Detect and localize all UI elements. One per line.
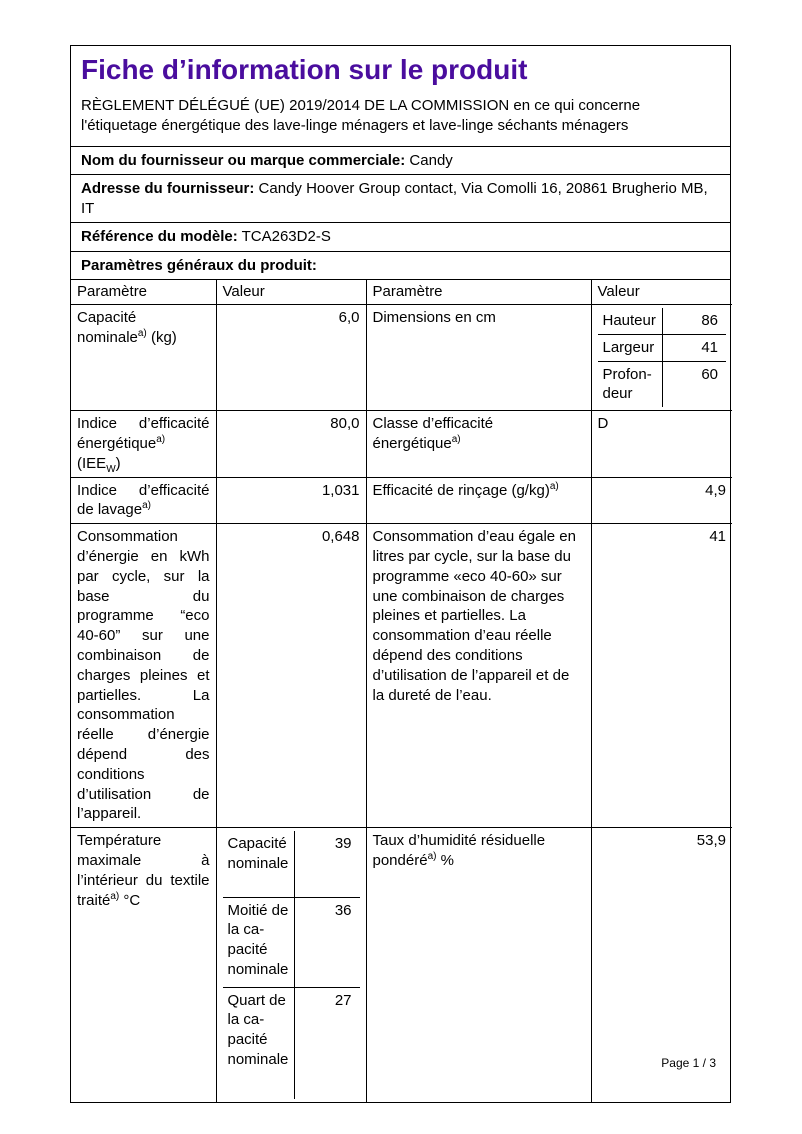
temperature-quarter-value: 27 (295, 987, 360, 1099)
header-section (71, 46, 730, 146)
capacity-label-cell (71, 304, 216, 410)
energy-consumption-text-cell: Consommation d’énergie en kWh par cycle, sur la base du programme “eco 40-60” sur une combinaison de charges pleines et partielles. La consommation réelle d’énergie dépend des conditions d’utilisation de l’appareil. (71, 524, 216, 828)
table-header-row (71, 280, 732, 304)
dimension-profondeur-label: Profondeur (598, 361, 663, 407)
energy-class-label-cell (366, 411, 591, 477)
washing-index-value: 1,031 (216, 477, 366, 524)
capacity-label: Capacité nominale (77, 308, 138, 346)
energy-class-label: Classe d’efficacité énergétique (372, 415, 494, 452)
dimensions-subtable (598, 308, 727, 407)
model-reference-label: Référence du modèle: (81, 228, 238, 246)
page-number: Page 1 / 3 (661, 1056, 716, 1070)
footnote-a-ref: a) (549, 480, 559, 492)
dimension-profondeur-value: 60 (663, 361, 727, 407)
energy-class-value: D (591, 411, 732, 477)
col-header-parametre-left: Paramètre (71, 280, 216, 304)
row-capacity (71, 304, 732, 410)
row-max-temperature (71, 828, 732, 1103)
temperature-subtable-cell (216, 828, 366, 1103)
temperature-subtable (223, 831, 360, 1099)
page-title: Fiche d’information sur le produit (81, 54, 528, 85)
model-reference-row (71, 222, 730, 251)
footnote-a-ref: a) (110, 890, 120, 902)
eei-symbol-post: ) (115, 454, 121, 472)
row-energy-consumption (71, 524, 732, 828)
rinsing-label: Efficacité de rinçage (g/kg) (372, 481, 550, 499)
supplier-name-label: Nom du fournisseur ou marque commerciale: (81, 151, 406, 169)
general-parameters-label: Paramètres généraux du produit: (81, 256, 317, 274)
temperature-row-half-capacity (223, 897, 360, 987)
row-washing-efficiency (71, 477, 732, 524)
washing-index-label-cell (71, 477, 216, 524)
capacity-unit: (kg) (146, 328, 177, 346)
residual-humidity-label-cell (366, 828, 591, 1103)
energy-consumption-value: 0,648 (216, 524, 366, 828)
water-consumption-text-cell: Consommation d’eau égale en litres par cycle, sur la base du programme «eco 40-60» sur une combinaison de charges pleines et partielles. La consommation d’eau réelle dépend des conditions d’utilisation de l’appareil et de la dureté de l’eau. (366, 524, 591, 828)
max-temperature-label: Température maximale à l’intérieur du textile traité (77, 832, 210, 909)
residual-humidity-value: 53,9 (591, 828, 732, 1103)
col-header-valeur-right: Valeur (591, 280, 732, 304)
residual-humidity-label: Taux d’humidité résiduelle pondéré (372, 832, 546, 869)
regulation-text: RÈGLEMENT DÉLÉGUÉ (UE) 2019/2014 DE LA COMMISSION en ce qui concerne l'étiquetage énergétique des lave-linge ménagers et lave-linge séchants ménagers (81, 97, 641, 135)
washing-index-label: Indice d’efficacité de lavage (77, 481, 210, 519)
supplier-address-value: Candy Hoover Group contact, Via Comolli 16, 20861 Brugherio MB, IT (81, 180, 708, 217)
eei-symbol-pre: (IEE (77, 454, 107, 472)
dimension-largeur-label: Largeur (598, 334, 663, 361)
temperature-quarter-label: Quart de la capacité nominale (223, 987, 295, 1099)
eei-label-cell (71, 411, 216, 477)
parameters-table (71, 280, 732, 1102)
footnote-a-ref: a) (427, 850, 437, 862)
eei-value: 80,0 (216, 411, 366, 477)
row-energy-efficiency-index (71, 411, 732, 477)
footnote-a-ref: a) (156, 433, 166, 445)
general-parameters-row (71, 251, 730, 280)
rinsing-value: 4,9 (591, 477, 732, 524)
eei-symbol-sub: W (106, 463, 116, 475)
dimensions-label-cell: Dimensions en cm (366, 304, 591, 410)
dimension-largeur-value: 41 (663, 334, 727, 361)
parameters-table-wrap (71, 279, 730, 1102)
supplier-name-row (71, 146, 730, 175)
footnote-a-ref: a) (451, 433, 461, 445)
temperature-rated-value: 39 (295, 831, 360, 897)
temperature-half-label: Moitié de la capacité nominale (223, 897, 295, 987)
dimension-hauteur-label: Hauteur (598, 308, 663, 334)
water-consumption-value: 41 (591, 524, 732, 828)
dimensions-subtable-cell (591, 304, 732, 410)
col-header-parametre-right: Paramètre (366, 280, 591, 304)
dimension-hauteur-value: 86 (663, 308, 727, 334)
temperature-row-quarter-capacity (223, 987, 360, 1099)
residual-humidity-unit: % (436, 851, 454, 869)
supplier-address-label: Adresse du fournisseur: (81, 180, 255, 198)
temperature-rated-label: Capacité nominale (223, 831, 295, 897)
model-reference-value: TCA263D2-S (241, 228, 331, 246)
product-information-sheet (70, 45, 731, 1103)
capacity-value: 6,0 (216, 304, 366, 410)
dimension-row-largeur (598, 334, 727, 361)
eei-label: Indice d’efficacité énergétique (77, 415, 210, 452)
supplier-address-row (71, 174, 730, 222)
temperature-half-value: 36 (295, 897, 360, 987)
rinsing-label-cell (366, 477, 591, 524)
dimension-row-hauteur (598, 308, 727, 334)
temperature-row-rated-capacity (223, 831, 360, 897)
dimension-row-profondeur (598, 361, 727, 407)
supplier-name-value: Candy (409, 151, 453, 169)
footnote-a-ref: a) (142, 500, 151, 512)
footnote-a-ref: a) (137, 327, 147, 339)
max-temperature-unit: °C (119, 891, 141, 909)
max-temperature-label-cell (71, 828, 216, 1103)
col-header-valeur-left: Valeur (216, 280, 366, 304)
